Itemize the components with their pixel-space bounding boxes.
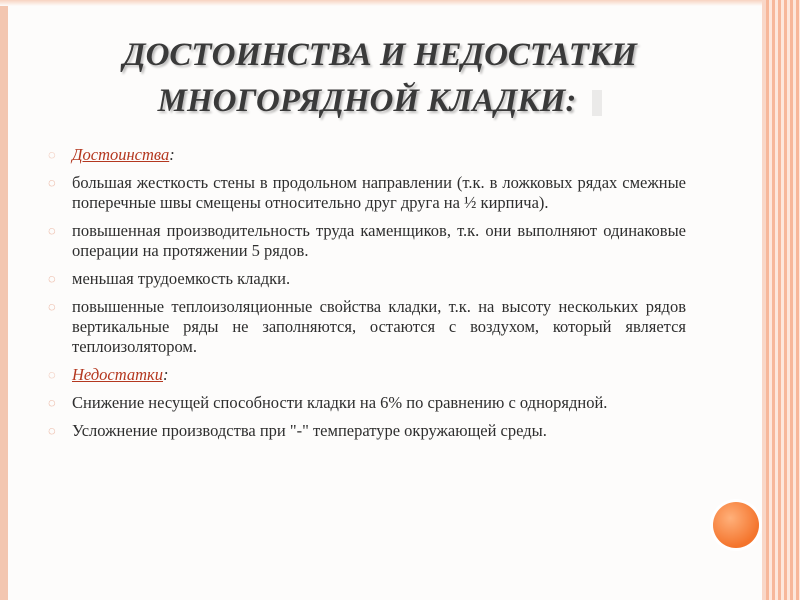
bullet-icon: ◌ <box>48 367 56 382</box>
content-list <box>46 145 686 449</box>
list-item <box>46 297 686 357</box>
disadvantages-heading <box>46 365 686 385</box>
title-line-2-text: МНОГОРЯДНОЙ КЛАДКИ: <box>157 83 577 119</box>
bullet-icon: ◌ <box>48 147 56 162</box>
title-ghost-mark <box>592 90 602 116</box>
slide-top-border <box>0 0 800 6</box>
title-line-2 <box>60 78 700 124</box>
advantage-text: большая жесткость стены в продольном направлении (т.к. в ложковых рядах смежные поперечные швы смещены относительно друг друга на ½ кирпича). <box>72 173 686 212</box>
bullet-icon: ◌ <box>48 395 56 410</box>
disadvantage-text: Снижение несущей способности кладки на 6% по сравнению с однорядной. <box>72 393 608 412</box>
disadvantage-text: Усложнение производства при "-" температуре окружающей среды. <box>72 421 547 440</box>
advantages-heading-colon: : <box>169 145 175 164</box>
slide-title <box>60 32 700 124</box>
advantage-text: меньшая трудоемкость кладки. <box>72 269 291 288</box>
bullet-icon: ◌ <box>48 223 56 238</box>
advantage-text: повышенные теплоизоляционные свойства кладки, т.к. на высоту нескольких рядов вертикальные ряды не заполняются, остаются с воздухом, который является теплоизолятором. <box>72 297 686 356</box>
bullet-icon: ◌ <box>48 271 56 286</box>
bullet-icon: ◌ <box>48 423 56 438</box>
advantage-text: повышенная производительность труда каменщиков, т.к. они выполняют одинаковые операции на протяжении 5 рядов. <box>72 221 686 260</box>
disadvantages-heading-text: Недостатки <box>72 365 163 384</box>
list-item <box>46 421 686 441</box>
list-item <box>46 221 686 261</box>
list-item <box>46 269 686 289</box>
decorative-circle <box>713 502 759 548</box>
bullet-icon: ◌ <box>48 299 56 314</box>
decorative-stripes <box>766 0 800 600</box>
slide-left-border <box>0 0 8 600</box>
advantages-heading <box>46 145 686 165</box>
list-item <box>46 173 686 213</box>
list-item <box>46 393 686 413</box>
advantages-heading-text: Достоинства <box>72 145 170 164</box>
disadvantages-heading-colon: : <box>163 365 169 384</box>
bullet-icon: ◌ <box>48 175 56 190</box>
title-line-1: ДОСТОИНСТВА И НЕДОСТАТКИ <box>123 37 637 73</box>
